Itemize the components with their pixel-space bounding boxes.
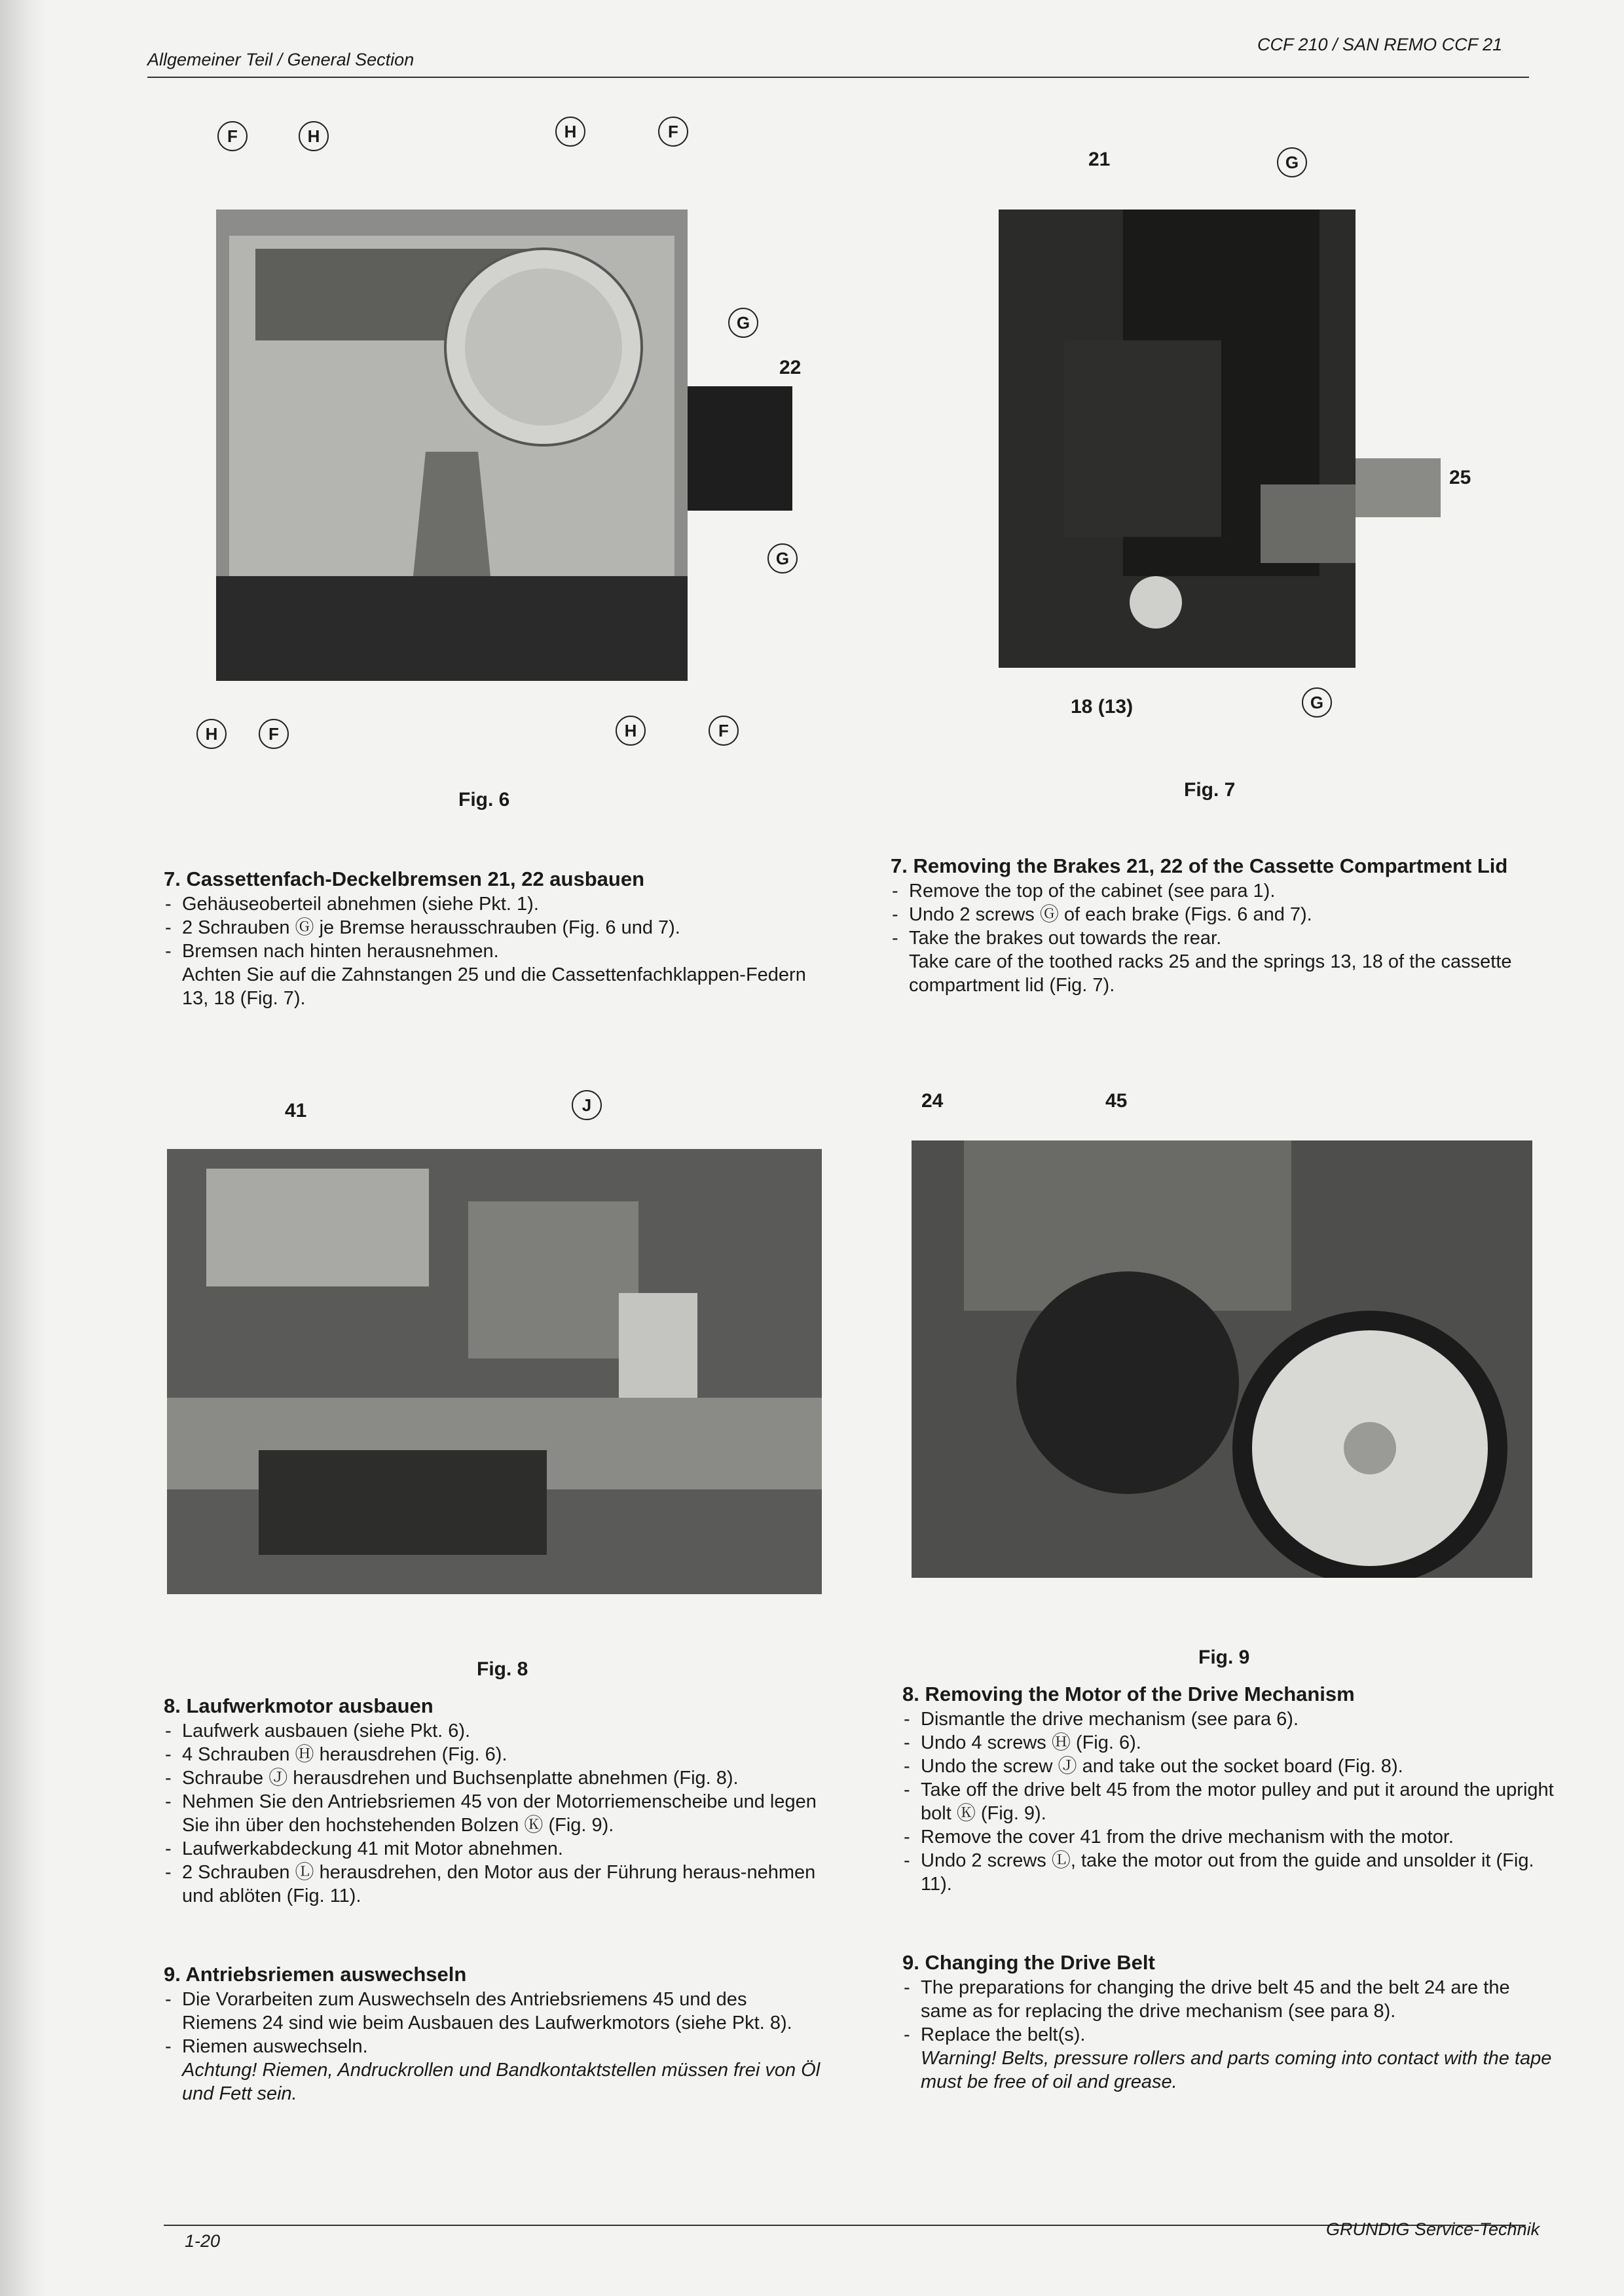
section-de7-note: Achten Sie auf die Zahnstangen 25 und die Cassettenfachklappen-Federn 13, 18 (Fig. 7). (182, 964, 806, 1009)
footer-rule (164, 2225, 1526, 2226)
section-de8-item: - Schraube Ⓙ herausdrehen und Buchsenplatte abnehmen (Fig. 8). (164, 1766, 825, 1790)
section-de9-item: - Die Vorarbeiten zum Auswechseln des Antriebsriemens 45 und des Riemens 24 sind wie beim Ausbauen des Laufwerkmotors (siehe Pkt. 8). (164, 1988, 825, 2035)
fig7-label-18-13: 18 (13) (1071, 696, 1134, 718)
fig7-rack (1356, 458, 1441, 517)
fig6-caption: Fig. 6 (458, 789, 510, 811)
section-de7 (164, 867, 819, 1010)
section-en8-item: - Take off the drive belt 45 from the motor pulley and put it around the upright bolt Ⓚ (Fig. 9). (902, 1778, 1557, 1825)
fig6-label-f3: F (259, 719, 289, 749)
section-en7-item: - Remove the top of the cabinet (see para 1). (891, 879, 1545, 903)
section-de8-item: - Laufwerk ausbauen (siehe Pkt. 6). (164, 1719, 825, 1743)
fig6-label-h1: H (299, 121, 329, 151)
fig6-label-22: 22 (779, 357, 802, 378)
fig7-photo (999, 210, 1356, 668)
fig6-label-f4: F (709, 716, 739, 746)
fig6-label-f1: F (217, 121, 248, 151)
section-en8-item: - Undo the screw Ⓙ and take out the socket board (Fig. 8). (902, 1755, 1557, 1778)
fig8-photo (167, 1149, 822, 1594)
fig8-caption: Fig. 8 (477, 1658, 528, 1680)
section-de8 (164, 1694, 825, 1908)
section-de8-title: 8. Laufwerkmotor ausbauen (164, 1694, 434, 1717)
section-en9-item: - The preparations for changing the drive belt 45 and the belt 24 are the same as for replacing the drive mechanism (see para 8). (902, 1976, 1557, 2023)
fig8-drawing (167, 1149, 822, 1594)
fig8-label-j: J (572, 1090, 602, 1120)
fig9-label-24: 24 (921, 1090, 944, 1112)
section-en7-item: - Undo 2 screws Ⓖ of each brake (Figs. 6 and 7). (891, 903, 1545, 926)
section-en7-title: 7. Removing the Brakes 21, 22 of the Cassette Compartment Lid (891, 854, 1508, 877)
section-en8 (902, 1683, 1557, 1896)
section-en8-title: 8. Removing the Motor of the Drive Mechanism (902, 1683, 1355, 1705)
header-rule (147, 77, 1529, 78)
section-en8-item: - Remove the cover 41 from the drive mechanism with the motor. (902, 1825, 1557, 1849)
fig6-label-g2: G (767, 543, 798, 574)
section-de7-item: - Bremsen nach hinten herausnehmen. (164, 939, 819, 963)
section-en8-item: - Undo 4 screws Ⓗ (Fig. 6). (902, 1731, 1557, 1755)
footer-page-number: 1-20 (185, 2231, 221, 2251)
fig7-label-21: 21 (1088, 149, 1111, 170)
page-edge (0, 0, 46, 2296)
fig9-drawing (912, 1140, 1532, 1578)
section-de9-item: - Riemen auswechseln. (164, 2035, 825, 2058)
fig9-label-45: 45 (1105, 1090, 1128, 1112)
header-right: CCF 210 / SAN REMO CCF 21 (1257, 35, 1503, 54)
fig6-label-g1: G (728, 308, 758, 338)
fig7-caption: Fig. 7 (1184, 779, 1236, 801)
fig6-label-h2: H (555, 117, 585, 147)
section-de8-item: - Laufwerkabdeckung 41 mit Motor abnehmen. (164, 1837, 825, 1861)
fig6-label-f2: F (658, 117, 688, 147)
fig7-label-g1: G (1277, 147, 1307, 177)
fig9-photo (912, 1140, 1532, 1578)
section-en9 (902, 1951, 1557, 2094)
section-de8-item: - Nehmen Sie den Antriebsriemen 45 von der Motorriemenscheibe und legen Sie ihn über den hochstehenden Bolzen Ⓚ (Fig. 9). (164, 1790, 825, 1837)
section-de9-title: 9. Antriebsriemen auswechseln (164, 1963, 467, 1986)
fig6-drawing (216, 210, 688, 681)
section-en9-title: 9. Changing the Drive Belt (902, 1951, 1155, 1974)
section-en8-item: - Dismantle the drive mechanism (see para 6). (902, 1707, 1557, 1731)
section-en7-note: Take care of the toothed racks 25 and the springs 13, 18 of the cassette compartment lid (Fig. 7). (909, 951, 1512, 996)
fig6-bracket (688, 386, 792, 511)
section-de8-item: - 4 Schrauben Ⓗ herausdrehen (Fig. 6). (164, 1743, 825, 1766)
section-en7-item: - Take the brakes out towards the rear. (891, 926, 1545, 950)
section-en9-note: Warning! Belts, pressure rollers and parts coming into contact with the tape must be free of oil and grease. (921, 2048, 1552, 2092)
section-de7-item: - Gehäuseoberteil abnehmen (siehe Pkt. 1). (164, 892, 819, 916)
header-left: Allgemeiner Teil / General Section (147, 50, 415, 69)
fig7-label-25: 25 (1449, 467, 1471, 488)
fig6-label-h3: H (196, 719, 227, 749)
section-de9-note: Achtung! Riemen, Andruckrollen und Bandkontaktstellen müssen frei von Öl und Fett sein. (182, 2060, 821, 2104)
section-de7-item: - 2 Schrauben Ⓖ je Bremse herausschrauben (Fig. 6 und 7). (164, 916, 819, 939)
fig8-label-41: 41 (285, 1100, 307, 1121)
section-de7-title: 7. Cassettenfach-Deckelbremsen 21, 22 ausbauen (164, 867, 645, 890)
section-de8-item: - 2 Schrauben Ⓛ herausdrehen, den Motor aus der Führung heraus-nehmen und ablöten (Fig. 11). (164, 1861, 825, 1908)
footer-publisher: GRUNDIG Service-Technik (1326, 2219, 1540, 2239)
section-de9 (164, 1963, 825, 2105)
fig7-drawing (999, 210, 1356, 668)
fig6-label-h4: H (616, 716, 646, 746)
fig9-caption: Fig. 9 (1198, 1647, 1250, 1668)
section-en7 (891, 854, 1545, 997)
fig7-label-g2: G (1302, 687, 1332, 718)
section-en9-item: - Replace the belt(s). (902, 2023, 1557, 2047)
fig6-photo (216, 210, 688, 681)
section-en8-item: - Undo 2 screws Ⓛ, take the motor out from the guide and unsolder it (Fig. 11). (902, 1849, 1557, 1896)
